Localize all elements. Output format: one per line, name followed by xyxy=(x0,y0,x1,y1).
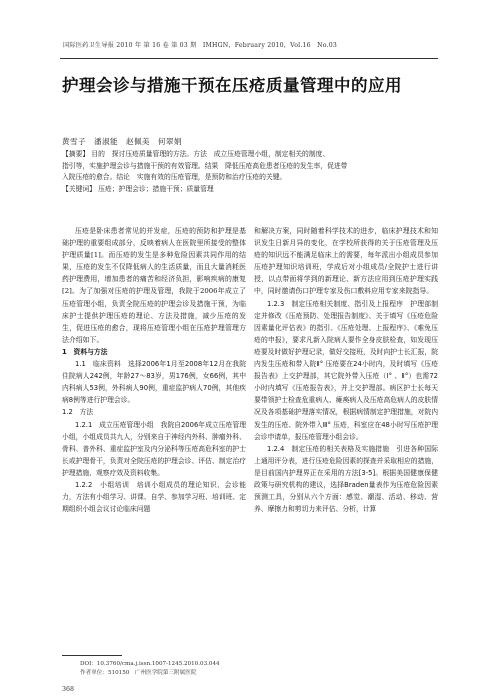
body-paragraph: 和解决方案，同时随着科学技术的进步，临床护理技术和知识发生日新月异的变化，在学校所获得的关于压疮管理及压疮的知识远不能满足临床上的需要，每年派出小组成员参加压疮护理知识培训班，学成后对小组成员/全院护士进行讲授，以点带面将学到的新理论、新方法应用到压疮护理实践中，同时邀请伤口护理专家及伤口敷料应用专家来院指导。 xyxy=(254,227,438,296)
page-number: 368 xyxy=(62,686,75,693)
footnote-rule xyxy=(62,655,122,656)
doi-text: DOI：10.3760/cma.j.issn.1007-1245.2010.03.044 xyxy=(80,661,220,667)
body-paragraph: 1.2.2 小组培训 培训小组成员的理论知识、会诊能力，方法有小组学习、讲课、自学、参加学习班、培训班、定期组织小组会议讨论临床问题 xyxy=(62,480,246,514)
abstract-line: 指引等，实施护理会诊与措施干预的有效管理。结果 降低压疮高危患者压疮的发生率，促进带 xyxy=(62,161,348,170)
body-paragraph: 1.2.4 制定压疮的相关表格及实施措施 引进各种国际上通用评分表，进行压疮危险因素的探查并采取相应的措施，是目前国内护理界正在采用的方法[3-5]。根据美国健康保健政策与研究机构的建议，选择Braden量表作为压疮危险因素预测工具，分别从六个方面：感觉、潮湿、活动、移动、营养、摩擦力和剪切力来评估、分析，计算 xyxy=(254,444,438,514)
article-title: 护理会诊与措施干预在压疮质量管理中的应用 xyxy=(62,76,402,95)
affiliation-text: 作者单位：510150 广州医学院第三附属医院 xyxy=(80,670,197,676)
body-paragraph: 1.2.3 制定压疮相关制度、指引及上报程序 护理部制定并修改《压疮预防、处理报告制度》、关于填写《压疮危险因素量化评估表》的指引、《压疮处理、上报程序》、《难免压疮的申报》，要求凡新入院病人要作全身皮肤检查，如发现压疮要及时做好护理记录，做好交接班，及时向护士长汇报，院内发生压疮和带入院Ⅱ° 压疮要在24小时内，及时填写《压疮报告表》上交护理部，其它院外带入压疮（Ⅰ° 、Ⅱ°）也需72小时内填写《压疮报告表》，并上交护理部。病区护士长每天要带领护士检查危重病人、瘫痪病人及压疮高危病人的皮肤情况及各项基础护理落实情况，根据病情制定护理措施，对院内发生的压疮、院外带入Ⅲ° 压疮，科室应在48小时写压疮护理会诊申请单，报压疮管理小组会诊。 xyxy=(254,299,438,441)
section-heading: 1 资料与方法 xyxy=(62,347,108,356)
body-paragraph: 1.2.1 成立压疮管理小组 我院自2006年成立压疮管理小组，小组成员共九人，分别来自于神经内外科、肿瘤外科、骨科、普外科、重症监护室及内分泌科等压疮高危科室的护士长或护理骨干，负责对全院压疮的护理会诊、评估、制定治疗护理措施、观察疗效及资料收集。 xyxy=(62,420,246,477)
abstract xyxy=(62,149,440,195)
abstract-line: 【摘要】 目的 探讨压疮质量管理的方法。方法 成立压疮管理小组，制定相关的制度、 xyxy=(62,150,330,158)
abstract-line: 入院压疮的愈合。结论 实施有效的压疮管理，是预防和治疗压疮的关键。 xyxy=(62,173,287,182)
running-header: 国际医药卫生导报 2010 年 第 16 卷 第 03 期 IMHGN，February 2010，Vol.16 No.03 xyxy=(63,42,338,49)
right-column xyxy=(254,225,438,515)
footnote xyxy=(80,660,240,678)
body-paragraph: 1.1 临床资料 选择2006年1月至2008年12月在我院住院病人242例，年龄27～83岁，男176例，女66例，其中内科病人53例，外科病人90例，重症监护病人70例，其他疾病8例等进行护理会诊。 xyxy=(62,360,246,405)
keywords: 【关键词】 压疮；护理会诊；措施干预；质量管理 xyxy=(62,184,214,193)
subsection-heading: 1.2 方法 xyxy=(62,408,94,417)
header-rule xyxy=(60,58,438,59)
author-list: 黄雪子 潘淑能 赵佩美 何翠娟 xyxy=(62,137,182,146)
left-column xyxy=(62,225,246,515)
body-paragraph: 压疮是卧床患者常见的并发症，压疮的预防和护理是基础护理的重要组成部分，反映着病人在医院里所接受的整体护理质量[1]。而压疮的发生是多种危险因素共同作用的结果，压疮的发生不仅降低病人的生活质量，而且大量消耗医药护理费用，增加患者的痛苦和经济负担，影响疾病的康复[2]。为了加强对压疮的护理及管理，我院于2006年成立了压疮管理小组，负责全院压疮的护理会诊及措施干预，为临床护士提供护理压疮的理论、方法及措施，减少压疮的发生，促进压疮的愈合，现将压疮管理小组在压疮护理管理方法介绍如下。 xyxy=(62,227,246,344)
